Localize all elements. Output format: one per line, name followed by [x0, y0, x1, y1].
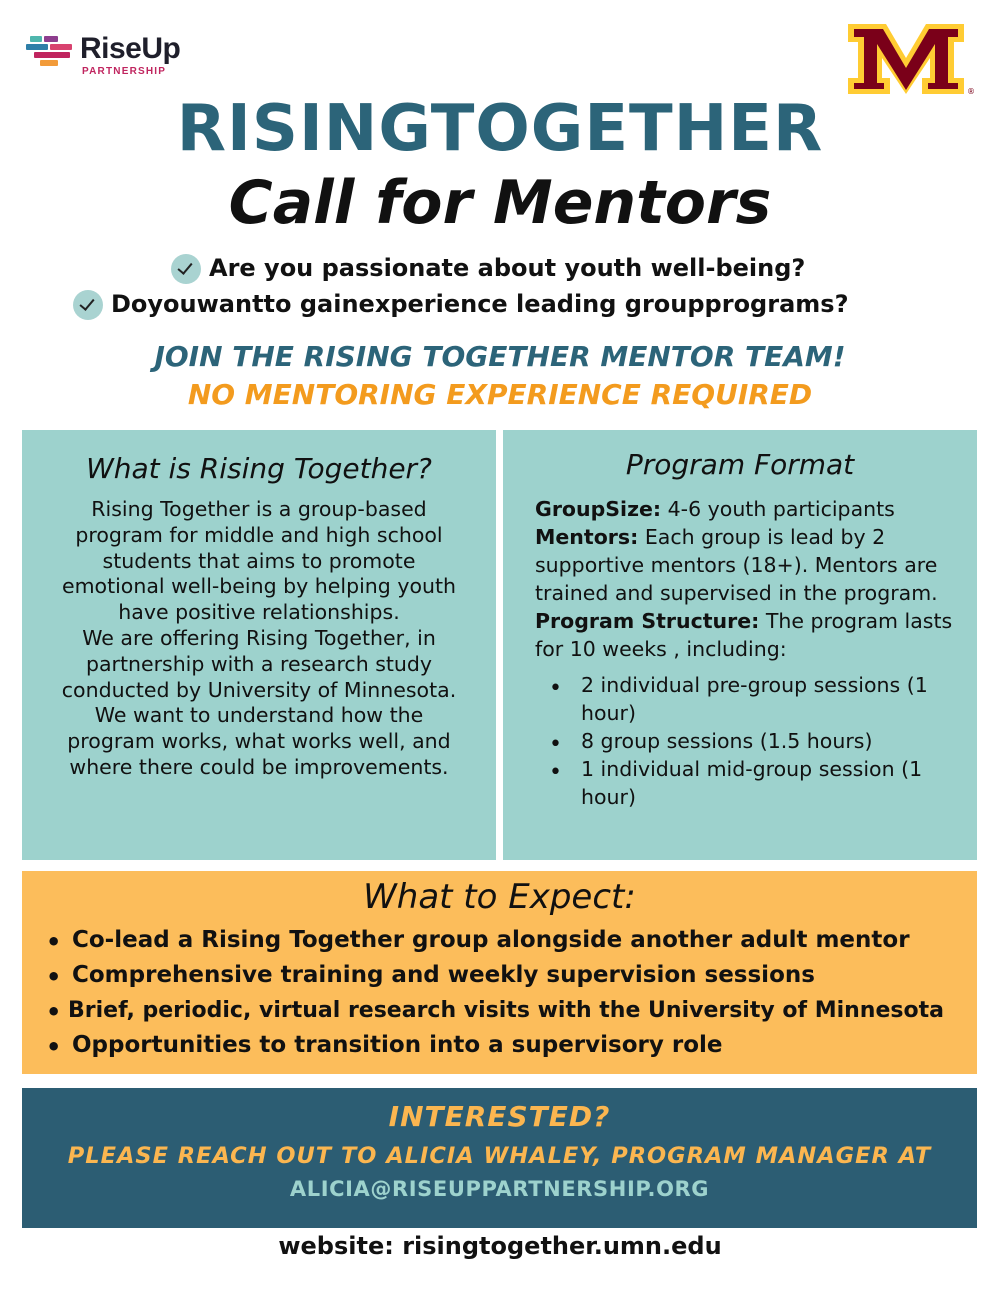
no-experience-callout: NO MENTORING EXPERIENCE REQUIRED: [187, 378, 813, 411]
session-list: [549, 671, 953, 811]
mentors-text: Each group is lead by 2 supportive mentors (18+). Mentors are trained and supervised in the program.: [535, 525, 938, 605]
expect-item: • Comprehensive training and weekly supervision sessions: [46, 958, 977, 993]
checkmark-icon: [171, 254, 201, 284]
group-size-label: GroupSize:: [535, 497, 662, 521]
what-is-panel: [22, 430, 496, 860]
program-format-heading: Program Format: [625, 448, 855, 481]
mentors-label: Mentors:: [535, 525, 639, 549]
what-is-line: conducted by University of Minnesota.: [61, 677, 457, 702]
program-format-panel: [503, 430, 977, 860]
structure-text: The program lasts for 10 weeks , including:: [535, 609, 953, 661]
question-1: [171, 254, 805, 284]
session-item: • 8 group sessions (1.5 hours): [549, 727, 953, 755]
session-item: • 1 individual mid-group session (1 hour): [549, 755, 953, 811]
contact-panel: [22, 1088, 977, 1228]
what-is-heading: What is Rising Together?: [86, 452, 432, 485]
group-size-row: [535, 495, 953, 523]
what-is-line: partnership with a research study: [85, 651, 433, 676]
riseup-logo-subtitle: PARTNERSHIP: [82, 66, 167, 77]
what-is-body: [30, 497, 488, 781]
umn-block-m-logo: [846, 20, 974, 98]
riseup-logo-name: RiseUp: [80, 32, 181, 65]
session-item: • 2 individual pre-group sessions (1 hour): [549, 671, 953, 727]
join-callout: JOIN THE RISING TOGETHER MENTOR TEAM!: [154, 340, 846, 373]
interested-heading: INTERESTED?: [388, 1100, 611, 1133]
website-link[interactable]: website: risingtogether.umn.edu: [278, 1232, 722, 1260]
what-is-line: students that aims to promote: [102, 548, 416, 573]
what-to-expect-heading: What to Expect:: [363, 877, 636, 917]
expect-list: [46, 923, 977, 1063]
contact-email[interactable]: ALICIA@RISEUPPARTNERSHIP.ORG: [289, 1177, 710, 1201]
riseup-logo: [26, 30, 206, 82]
mentors-row: [535, 523, 953, 607]
what-is-line: where there could be improvements.: [69, 754, 449, 779]
question-2: [73, 290, 848, 320]
question-1-text: Are you passionate about youth well-being?: [209, 254, 806, 282]
what-to-expect-panel: [22, 871, 977, 1074]
what-is-line: We want to understand how the: [94, 703, 424, 728]
what-is-line: have positive relationships.: [118, 600, 400, 625]
registered-mark: ®: [967, 87, 975, 96]
question-2-text: Doyouwantto gainexperience leading groupprograms?: [111, 290, 849, 318]
what-is-line: Rising Together is a group-based: [91, 497, 427, 521]
group-size-text: 4-6 youth participants: [661, 497, 895, 521]
expect-item: • Brief, periodic, virtual research visits with the University of Minnesota: [46, 993, 977, 1028]
structure-label: Program Structure:: [535, 609, 760, 633]
what-is-line: program works, what works well, and: [67, 729, 451, 754]
structure-row: [535, 607, 953, 663]
expect-item: • Opportunities to transition into a supervisory role: [46, 1028, 977, 1063]
what-is-line: program for middle and high school: [75, 522, 443, 547]
program-format-body: [535, 495, 953, 811]
expect-item: • Co-lead a Rising Together group alongside another adult mentor: [46, 923, 977, 958]
what-is-line: We are offering Rising Together, in: [82, 625, 436, 650]
page-subtitle: Call for Mentors: [228, 168, 772, 238]
what-is-line: emotional well-being by helping youth: [61, 574, 457, 599]
checkmark-icon: [73, 290, 103, 320]
page-title: RISINGTOGETHER: [176, 92, 824, 166]
reach-out-text: PLEASE REACH OUT TO ALICIA WHALEY, PROGRAM MANAGER AT: [67, 1143, 932, 1169]
riseup-logo-icon: [26, 36, 76, 68]
